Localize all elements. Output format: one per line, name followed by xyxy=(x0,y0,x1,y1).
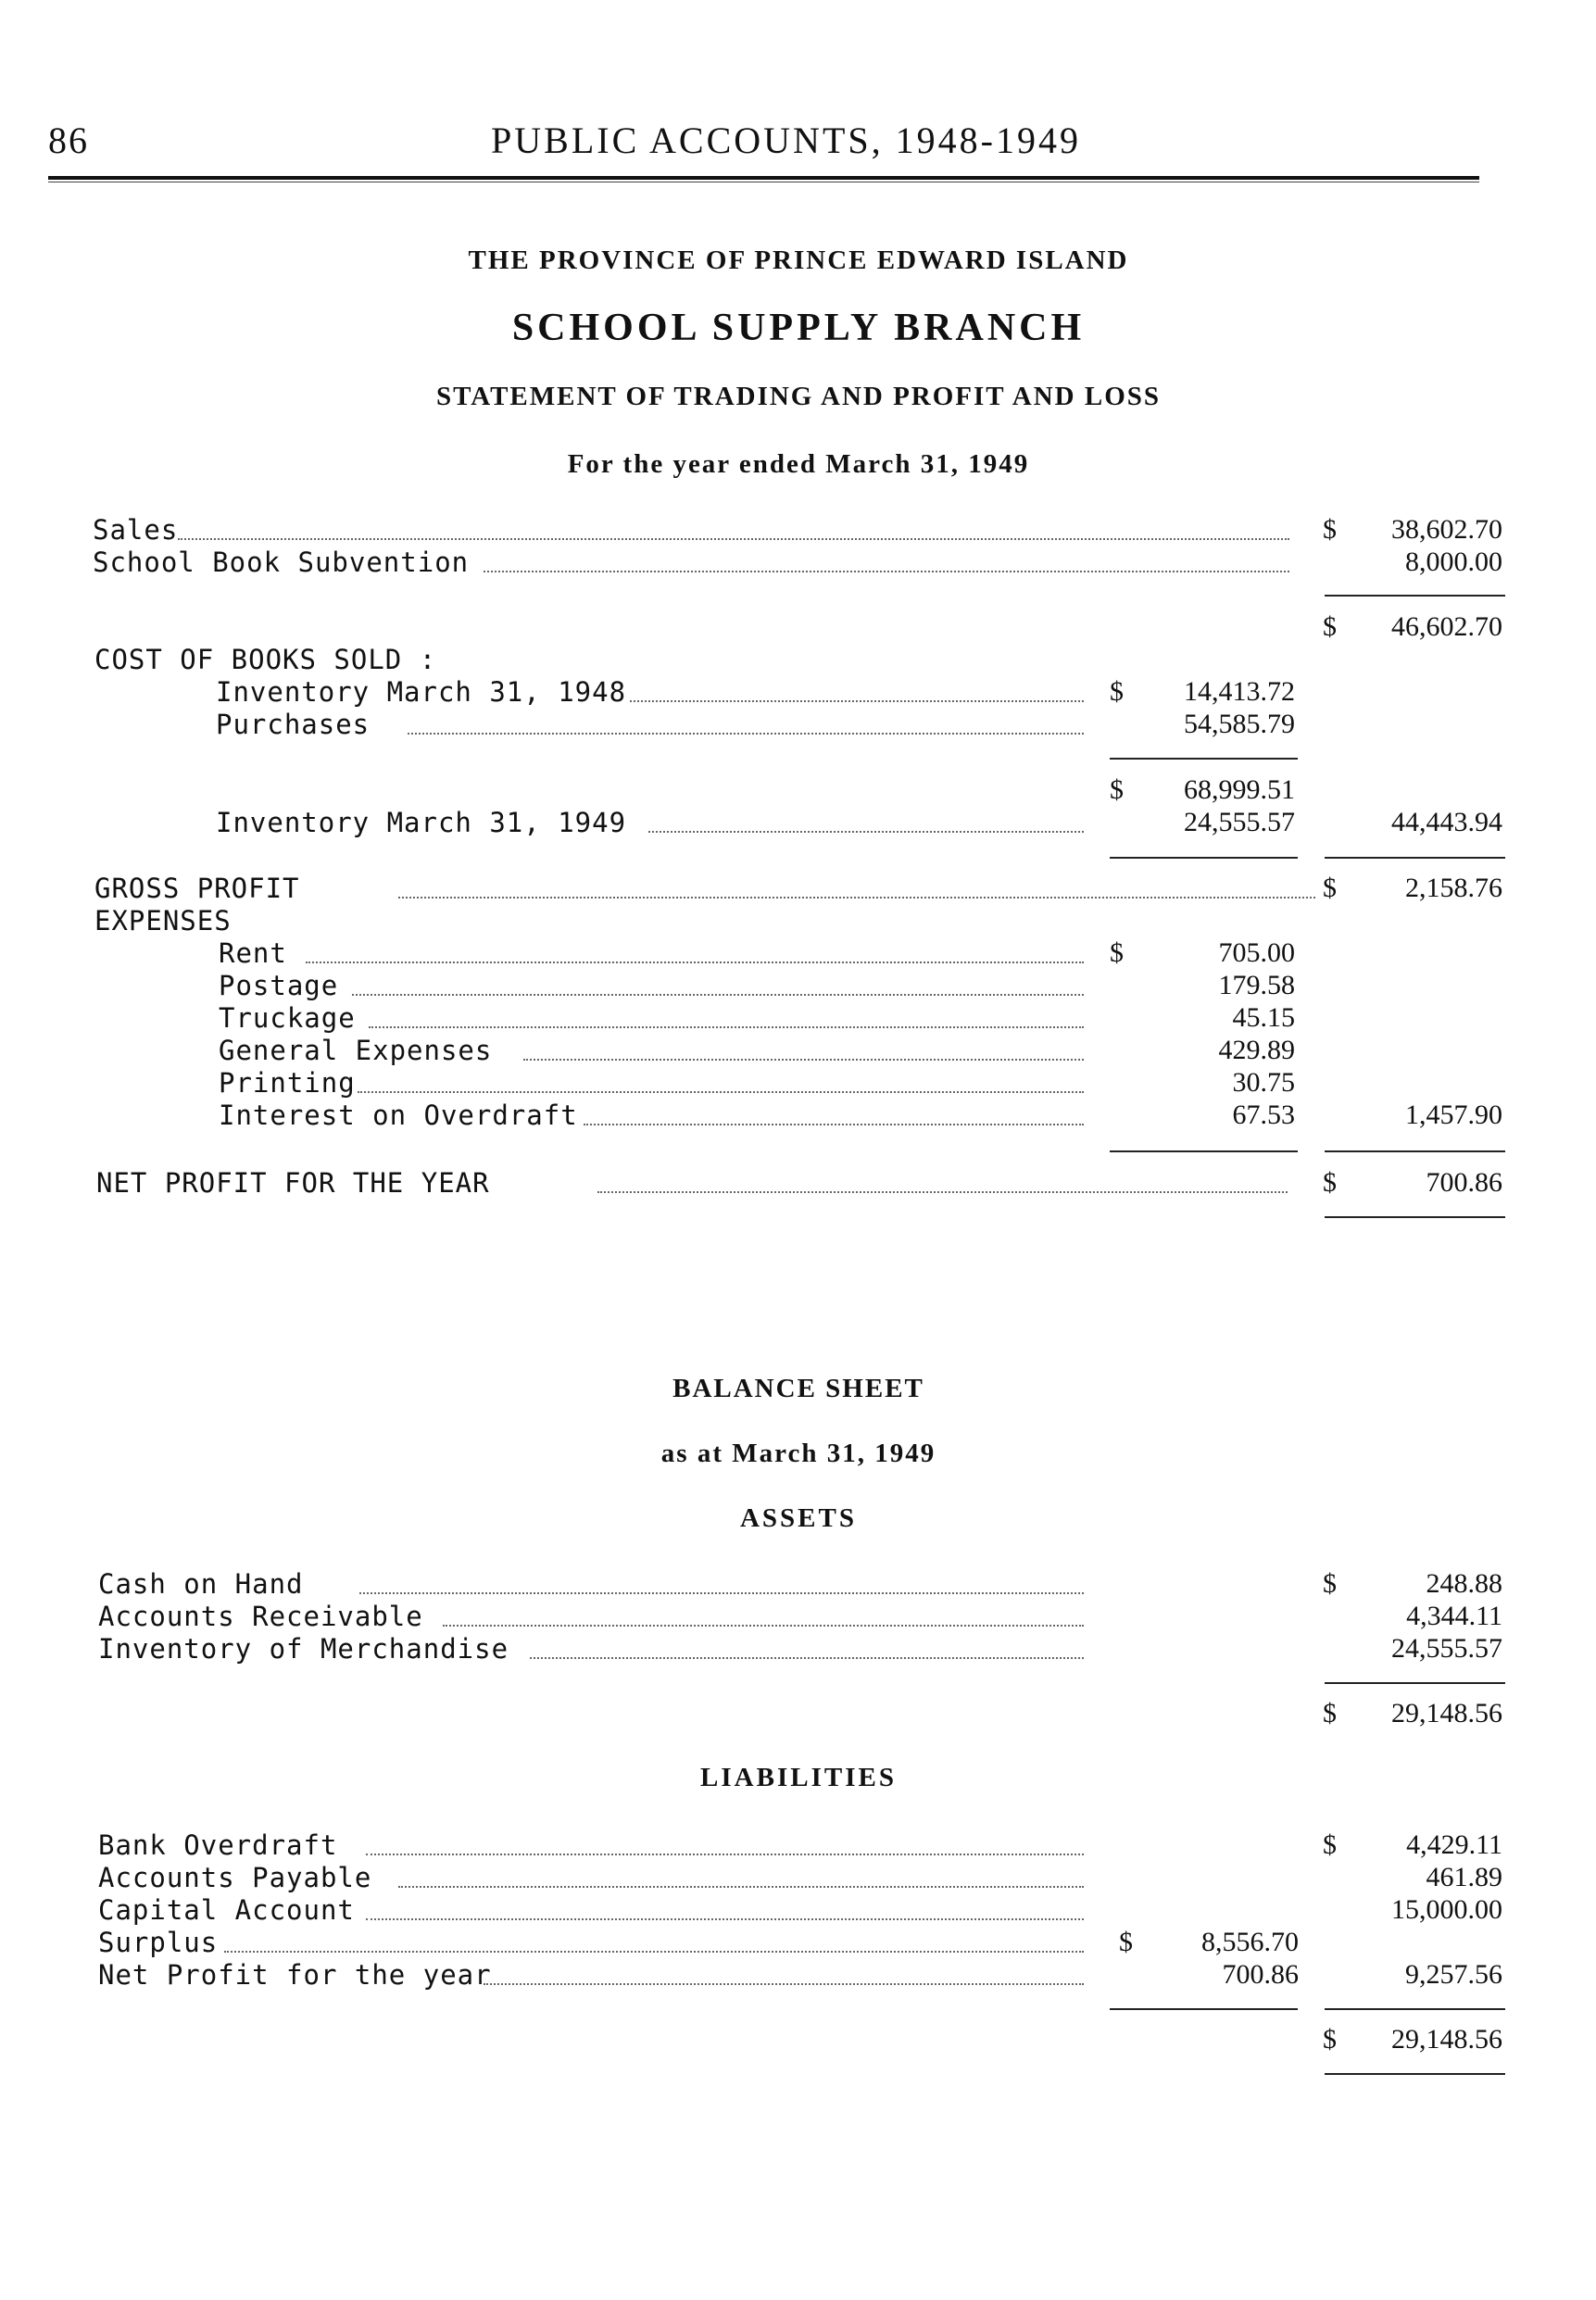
expense-label: Rent xyxy=(219,937,287,969)
liability-amount: 4,429.11 xyxy=(1406,1829,1502,1860)
asset-label: Cash on Hand xyxy=(98,1568,304,1600)
inventory-1948-label: Inventory March 31, 1948 xyxy=(216,676,627,708)
expense-row xyxy=(0,1067,1596,1100)
gross-profit-label: GROSS PROFIT xyxy=(94,873,300,904)
currency-symbol: $ xyxy=(1323,514,1337,545)
balance-sheet-title: BALANCE SHEET xyxy=(672,1374,924,1403)
cost-subtotal-row xyxy=(0,774,1596,808)
liability-row xyxy=(0,1959,1596,1992)
sum-rule xyxy=(1325,1150,1505,1152)
cost-of-books-total: 44,443.94 xyxy=(1391,807,1502,837)
currency-symbol: $ xyxy=(1323,2024,1337,2055)
sum-rule xyxy=(1325,1682,1505,1684)
expenses-heading-row xyxy=(0,905,1596,938)
expense-label: Printing xyxy=(219,1067,356,1099)
asset-label: Accounts Receivable xyxy=(98,1601,423,1632)
asset-amount: 4,344.11 xyxy=(1406,1601,1502,1631)
currency-symbol: $ xyxy=(1110,676,1124,707)
liability-label: Capital Account xyxy=(98,1894,355,1926)
sum-rule xyxy=(1110,2008,1298,2010)
sum-rule xyxy=(1110,857,1298,859)
inventory-1949-row xyxy=(0,807,1596,840)
purchases-label: Purchases xyxy=(216,709,371,740)
expense-label: Postage xyxy=(219,970,339,1001)
leader-dots xyxy=(648,831,1084,833)
assets-total-amount: 29,148.56 xyxy=(1391,1698,1502,1728)
liability-row xyxy=(0,1862,1596,1895)
assets-total-row xyxy=(0,1698,1596,1731)
liabilities-heading: LIABILITIES xyxy=(700,1763,897,1792)
total-revenue-amount: 46,602.70 xyxy=(1391,611,1502,642)
sum-rule xyxy=(1325,2073,1505,2075)
header-rule xyxy=(48,176,1479,180)
inventory-1949-label: Inventory March 31, 1949 xyxy=(216,807,627,838)
net-profit-amount: 700.86 xyxy=(1426,1167,1502,1198)
leader-dots xyxy=(352,994,1084,996)
expense-amount: 705.00 xyxy=(1218,937,1295,968)
subvention-amount: 8,000.00 xyxy=(1405,547,1502,577)
cost-subtotal-amount: 68,999.51 xyxy=(1184,774,1295,805)
leader-dots xyxy=(597,1191,1288,1193)
leader-dots xyxy=(359,1592,1084,1594)
liability-sub-amount: 8,556.70 xyxy=(1201,1927,1299,1957)
leader-dots xyxy=(443,1625,1084,1627)
asset-amount: 248.88 xyxy=(1426,1568,1502,1599)
leader-dots xyxy=(306,961,1084,963)
asset-row xyxy=(0,1568,1596,1602)
liability-amount: 461.89 xyxy=(1426,1862,1502,1892)
sum-rule xyxy=(1325,2008,1505,2010)
leader-dots xyxy=(224,1951,1084,1953)
sum-rule xyxy=(1325,595,1505,597)
inventory-1948-amount: 14,413.72 xyxy=(1184,676,1295,707)
expense-amount: 30.75 xyxy=(1232,1067,1295,1098)
subvention-label: School Book Subvention xyxy=(93,547,470,578)
sales-amount: 38,602.70 xyxy=(1391,514,1502,545)
province-title: THE PROVINCE OF PRINCE EDWARD ISLAND xyxy=(468,245,1129,275)
leader-dots xyxy=(358,1091,1084,1093)
liability-label: Accounts Payable xyxy=(98,1862,372,1893)
sum-rule xyxy=(1110,1150,1298,1152)
leader-dots xyxy=(366,1854,1084,1855)
currency-symbol: $ xyxy=(1323,1829,1337,1860)
total-revenue-row xyxy=(0,611,1596,645)
leader-dots xyxy=(369,1026,1084,1028)
leader-dots xyxy=(178,538,1289,540)
cost-heading-row xyxy=(0,644,1596,677)
expense-row xyxy=(0,970,1596,1003)
leader-dots xyxy=(366,1918,1084,1920)
sales-label: Sales xyxy=(93,514,179,546)
liability-amount: 15,000.00 xyxy=(1391,1894,1502,1925)
expenses-total: 1,457.90 xyxy=(1405,1100,1502,1130)
liability-amount: 9,257.56 xyxy=(1405,1959,1502,1990)
inventory-1948-row xyxy=(0,676,1596,710)
asset-label: Inventory of Merchandise xyxy=(98,1633,509,1665)
sum-rule xyxy=(1325,857,1505,859)
leader-dots xyxy=(584,1124,1084,1125)
leader-dots xyxy=(523,1059,1084,1061)
subvention-row xyxy=(0,547,1596,580)
gross-profit-row xyxy=(0,873,1596,906)
leader-dots xyxy=(408,733,1084,735)
leader-dots xyxy=(484,1983,1084,1985)
liability-label: Surplus xyxy=(98,1927,219,1958)
expense-row xyxy=(0,1100,1596,1133)
leader-dots xyxy=(398,897,1315,899)
liability-row xyxy=(0,1829,1596,1863)
currency-symbol: $ xyxy=(1110,937,1124,968)
expense-amount: 67.53 xyxy=(1232,1100,1295,1130)
expense-label: General Expenses xyxy=(219,1035,493,1066)
liability-label: Net Profit for the year xyxy=(98,1959,492,1991)
liabilities-total-row xyxy=(0,2024,1596,2057)
currency-symbol: $ xyxy=(1119,1927,1133,1957)
running-head: PUBLIC ACCOUNTS, 1948-1949 xyxy=(491,119,1081,161)
purchases-amount: 54,585.79 xyxy=(1184,709,1295,739)
sales-row xyxy=(0,514,1596,547)
liability-label: Bank Overdraft xyxy=(98,1829,338,1861)
asset-amount: 24,555.57 xyxy=(1391,1633,1502,1664)
leader-dots xyxy=(484,571,1289,572)
net-profit-row xyxy=(0,1167,1596,1200)
currency-symbol: $ xyxy=(1110,774,1124,805)
expense-label: Interest on Overdraft xyxy=(219,1100,578,1131)
liabilities-total-amount: 29,148.56 xyxy=(1391,2024,1502,2055)
liability-row xyxy=(0,1927,1596,1960)
inventory-1949-amount: 24,555.57 xyxy=(1184,807,1295,837)
expenses-heading: EXPENSES xyxy=(94,905,232,936)
page-number: 86 xyxy=(48,119,89,161)
net-profit-label: NET PROFIT FOR THE YEAR xyxy=(96,1167,490,1199)
period-title: For the year ended March 31, 1949 xyxy=(567,449,1030,479)
expense-label: Truckage xyxy=(219,1002,356,1034)
currency-symbol: $ xyxy=(1323,1167,1337,1198)
cost-heading: COST OF BOOKS SOLD : xyxy=(94,644,437,675)
expense-row xyxy=(0,1035,1596,1068)
expense-row xyxy=(0,937,1596,971)
currency-symbol: $ xyxy=(1323,873,1337,903)
gross-profit-amount: 2,158.76 xyxy=(1405,873,1502,903)
branch-title: SCHOOL SUPPLY BRANCH xyxy=(511,307,1086,349)
liability-row xyxy=(0,1894,1596,1928)
assets-heading: ASSETS xyxy=(739,1503,857,1533)
page-header xyxy=(48,111,1479,167)
leader-dots xyxy=(398,1886,1084,1888)
balance-sheet-date: as at March 31, 1949 xyxy=(660,1439,936,1468)
asset-row xyxy=(0,1601,1596,1634)
expense-row xyxy=(0,1002,1596,1036)
purchases-row xyxy=(0,709,1596,742)
statement-title: STATEMENT OF TRADING AND PROFIT AND LOSS xyxy=(435,382,1162,411)
currency-symbol: $ xyxy=(1323,611,1337,642)
currency-symbol: $ xyxy=(1323,1698,1337,1728)
liability-sub-amount: 700.86 xyxy=(1222,1959,1299,1990)
sum-rule xyxy=(1110,758,1298,760)
expense-amount: 45.15 xyxy=(1232,1002,1295,1033)
sum-rule xyxy=(1325,1216,1505,1218)
currency-symbol: $ xyxy=(1323,1568,1337,1599)
expense-amount: 429.89 xyxy=(1218,1035,1295,1065)
leader-dots xyxy=(530,1657,1084,1659)
leader-dots xyxy=(630,700,1084,702)
asset-row xyxy=(0,1633,1596,1666)
expense-amount: 179.58 xyxy=(1218,970,1295,1000)
